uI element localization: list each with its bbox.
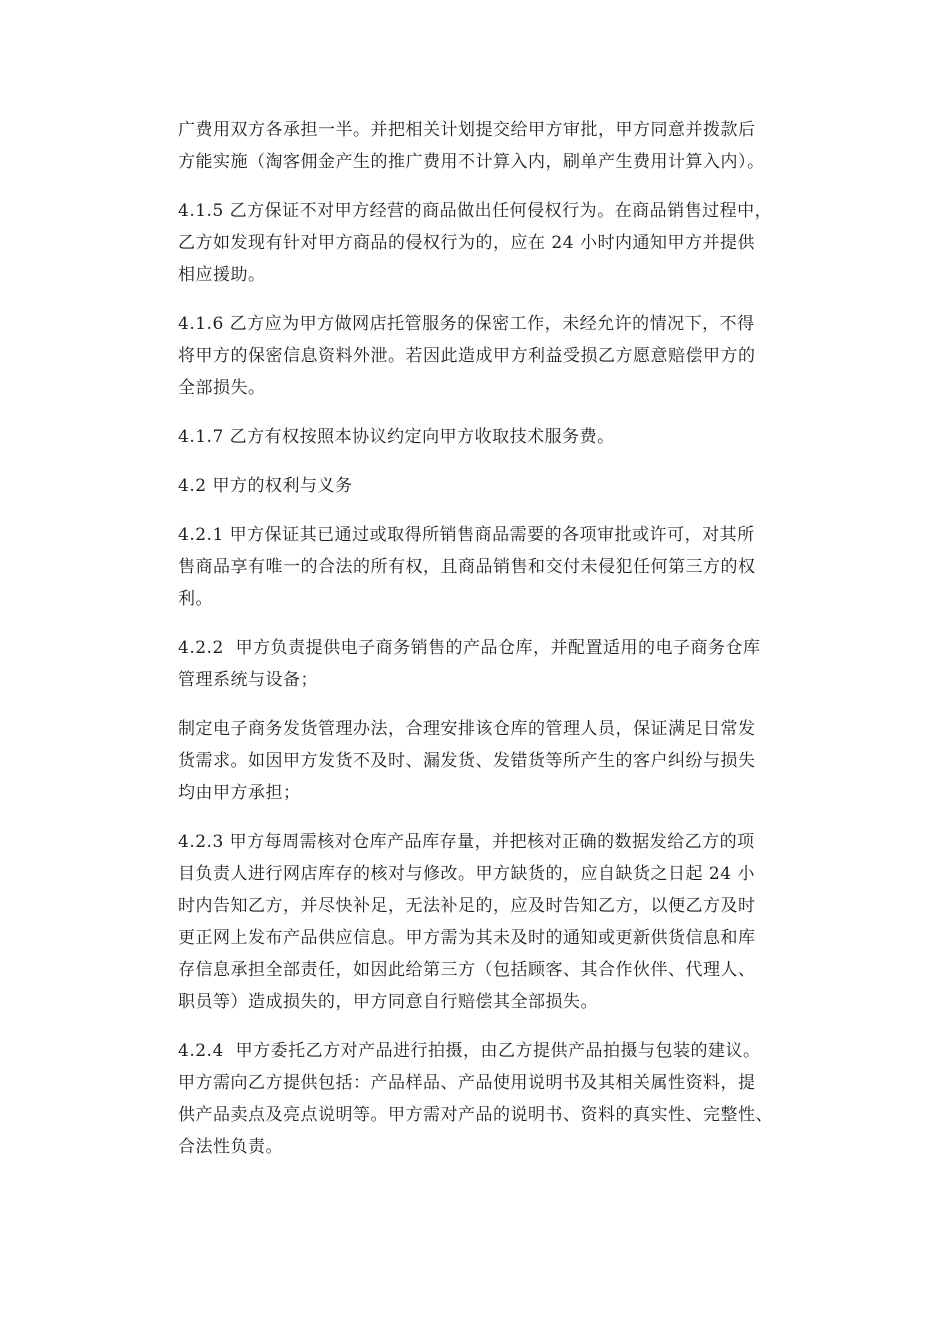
paragraph-shipping-rules: 制定电子商务发货管理办法，合理安排该仓库的管理人员，保证满足日常发 货需求。如因甲方发货不及时、漏发货、发错货等所产生的客户纠纷与损失 均由甲方承担； bbox=[178, 719, 756, 803]
paragraph-4-2-4: 4.2.4 甲方委托乙方对产品进行拍摄，由乙方提供产品拍摄与包装的建议。 甲方需向乙方提供包括：产品样品、产品使用说明书及其相关属性资料，提 供产品卖点及亮点说明等。甲方需对产品的说明书、资料的真实性、完整性、 合法性负责。 bbox=[178, 1041, 773, 1157]
paragraph-promo-cost: 广费用双方各承担一半。并把相关计划提交给甲方审批，甲方同意并拨款后 方能实施（淘客佣金产生的推广费用不计算入内，刷单产生费用计算入内）。 bbox=[178, 120, 765, 172]
paragraph-4-2-3: 4.2.3 甲方每周需核对仓库产品库存量，并把核对正确的数据发给乙方的项 目负责人进行网店库存的核对与修改。甲方缺货的，应自缺货之日起 24 小 时内告知乙方，并尽快补足，无法补足的，应及时告知乙方，以便乙方及时 更正网上发布产品供应信息。甲方需为其未及时的通知或更新供货信息和库 存信息承担全部责任，如因此给第三方（包括顾客、其合作伙伴、代理人、 职员等）造成损失的，甲方同意自行赔偿其全部损失。 bbox=[178, 832, 756, 1012]
section-heading-4-2: 4.2 甲方的权利与义务 bbox=[178, 476, 353, 496]
paragraph-4-1-6: 4.1.6 乙方应为甲方做网店托管服务的保密工作，未经允许的情况下，不得 将甲方的保密信息资料外泄。若因此造成甲方利益受损乙方愿意赔偿甲方的 全部损失。 bbox=[178, 314, 756, 398]
paragraph-4-2-2: 4.2.2 甲方负责提供电子商务销售的产品仓库，并配置适用的电子商务仓库 管理系统与设备； bbox=[178, 638, 761, 690]
paragraph-4-1-7: 4.1.7 乙方有权按照本协议约定向甲方收取技术服务费。 bbox=[178, 427, 615, 447]
document-body bbox=[178, 114, 826, 1180]
paragraph-4-1-5: 4.1.5 乙方保证不对甲方经营的商品做出任何侵权行为。在商品销售过程中， 乙方如发现有针对甲方商品的侵权行为的，应在 24 小时内通知甲方并提供 相应援助。 bbox=[178, 201, 773, 285]
paragraph-4-2-1: 4.2.1 甲方保证其已通过或取得所销售商品需要的各项审批或许可，对其所 售商品享有唯一的合法的所有权，且商品销售和交付未侵犯任何第三方的权 利。 bbox=[178, 525, 756, 609]
